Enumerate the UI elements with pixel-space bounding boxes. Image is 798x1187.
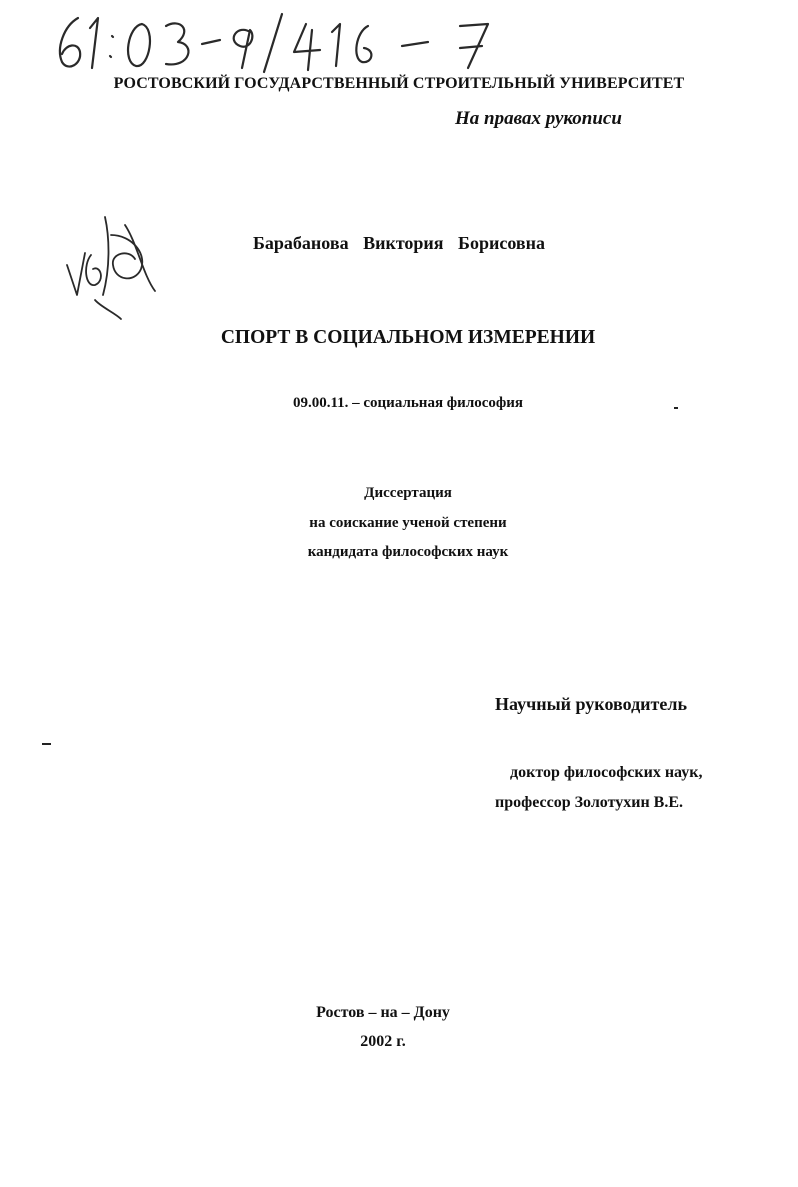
handwritten-archive-code [50, 6, 530, 76]
dissertation-field-line: кандидата философских наук [307, 544, 509, 560]
supervisor-degree: доктор философских наук, [510, 764, 703, 781]
publication-city: Ростов – на – Дону [316, 1004, 450, 1021]
handwritten-signature [55, 195, 165, 325]
dissertation-title: СПОРТ В СОЦИАЛЬНОМ ИЗМЕРЕНИИ [220, 327, 596, 348]
specialty-code: 09.00.11. – социальная философия [292, 395, 524, 411]
dissertation-degree-line: на соискание ученой степени [309, 515, 507, 531]
supervisor-name: профессор Золотухин В.Е. [495, 794, 684, 811]
author-name: Барабанова Виктория Борисовна [253, 233, 545, 253]
scan-mark [42, 743, 51, 745]
scan-mark [674, 407, 678, 409]
university-name: РОСТОВСКИЙ ГОСУДАРСТВЕННЫЙ СТРОИТЕЛЬНЫЙ УНИВЕРСИТЕТ [113, 75, 685, 92]
publication-year: 2002 г. [360, 1033, 406, 1050]
dissertation-type: Диссертация [364, 485, 452, 501]
supervisor-label: Научный руководитель [495, 694, 687, 714]
manuscript-note: На правах рукописи [455, 108, 622, 129]
